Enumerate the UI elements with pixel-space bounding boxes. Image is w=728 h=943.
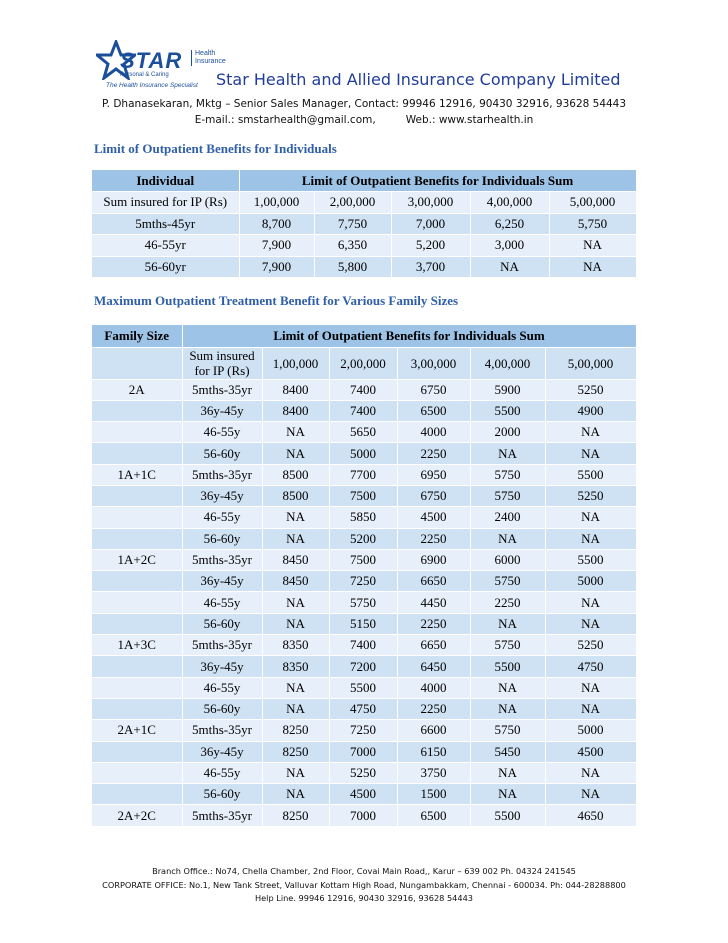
section-title-family: Maximum Outpatient Treatment Benefit for Various Family Sizes — [94, 293, 459, 308]
table-cell: NA — [262, 422, 329, 443]
table-cell: NA — [262, 613, 329, 634]
table-row — [92, 784, 636, 805]
table-row — [92, 698, 636, 719]
table-cell — [92, 762, 182, 783]
table-cell: 5650 — [329, 422, 397, 443]
table-cell — [92, 592, 182, 613]
table-cell: 6450 — [397, 656, 470, 677]
table-cell: 5,200 — [391, 235, 470, 257]
table-cell: 8500 — [262, 485, 329, 506]
table-row — [92, 213, 636, 235]
table-cell: 2A — [92, 379, 182, 400]
table-cell — [92, 784, 182, 805]
table-cell — [92, 528, 182, 549]
table-cell: 5mths-35yr — [182, 635, 262, 656]
table-cell — [92, 571, 182, 592]
table-cell: 5750 — [470, 464, 545, 485]
table-cell: 5900 — [470, 379, 545, 400]
table-cell: 5750 — [329, 592, 397, 613]
table-cell: 4500 — [545, 741, 636, 762]
header-limit: Limit of Outpatient Benefits for Individuals Sum — [239, 170, 636, 192]
table-cell: NA — [470, 677, 545, 698]
logo-insurance-line: Insurance — [195, 58, 226, 65]
table-cell: 5850 — [329, 507, 397, 528]
table-cell: 36y-45y — [182, 571, 262, 592]
table-cell: 5mths-35yr — [182, 464, 262, 485]
subheader-cell: 4,00,000 — [470, 347, 545, 379]
table-cell: NA — [470, 762, 545, 783]
table-header-row — [92, 170, 636, 192]
table-cell: NA — [545, 528, 636, 549]
table-cell: 8500 — [262, 464, 329, 485]
table-cell: 56-60y — [182, 784, 262, 805]
table-cell: 6650 — [397, 571, 470, 592]
table-cell: 5750 — [470, 635, 545, 656]
table-cell: 8350 — [262, 656, 329, 677]
table-cell: 7250 — [329, 720, 397, 741]
table-cell: 1A+2C — [92, 549, 182, 570]
table-cell: 2250 — [397, 613, 470, 634]
table-cell: 46-55yr — [92, 235, 239, 257]
table-cell: NA — [262, 443, 329, 464]
table-cell: 8400 — [262, 400, 329, 421]
table-cell: 5500 — [329, 677, 397, 698]
table-cell: 4650 — [545, 805, 636, 826]
logo-tagline: The Health Insurance Specialist — [106, 82, 198, 89]
table-cell: 7,750 — [314, 213, 391, 235]
table-cell: 2250 — [470, 592, 545, 613]
table-cell: 5500 — [470, 805, 545, 826]
table-row — [92, 528, 636, 549]
table-cell: 2A+1C — [92, 720, 182, 741]
table-cell: NA — [470, 528, 545, 549]
table-cell: 7200 — [329, 656, 397, 677]
table-cell: NA — [545, 613, 636, 634]
footer-helpline: Help Line. 99946 12916, 90430 32916, 93628 54443 — [254, 893, 474, 903]
family-benefits-table — [92, 325, 637, 827]
table-cell: 5mths-35yr — [182, 805, 262, 826]
table-cell: 5500 — [470, 656, 545, 677]
table-row — [92, 656, 636, 677]
table-cell: 56-60y — [182, 528, 262, 549]
table-cell: 6900 — [397, 549, 470, 570]
table-cell: NA — [262, 528, 329, 549]
table-cell: 46-55y — [182, 677, 262, 698]
table-cell: 6000 — [470, 549, 545, 570]
table-cell: 7,000 — [391, 213, 470, 235]
table-row — [92, 379, 636, 400]
table-cell — [92, 422, 182, 443]
table-cell: NA — [262, 762, 329, 783]
table-cell: 56-60y — [182, 443, 262, 464]
table-cell: 2A+2C — [92, 805, 182, 826]
table-cell — [92, 400, 182, 421]
table-cell: 1A+3C — [92, 635, 182, 656]
table-cell: 8450 — [262, 571, 329, 592]
table-cell: 6150 — [397, 741, 470, 762]
table-cell: 5,750 — [549, 213, 636, 235]
table-cell: 3,00,000 — [391, 192, 470, 214]
table-row — [92, 192, 636, 214]
table-cell — [92, 443, 182, 464]
table-cell: 7700 — [329, 464, 397, 485]
table-cell: 4750 — [545, 656, 636, 677]
table-row — [92, 235, 636, 257]
star-health-logo — [96, 40, 226, 92]
table-cell: 6500 — [397, 805, 470, 826]
table-cell: 5500 — [545, 464, 636, 485]
table-row — [92, 464, 636, 485]
subheader-cell: 5,00,000 — [545, 347, 636, 379]
table-cell: NA — [545, 784, 636, 805]
subheader-cell: 3,00,000 — [397, 347, 470, 379]
table-cell: 5250 — [545, 635, 636, 656]
email-web-line: E-mail.: smstarhealth@gmail.com, Web.: www.starhealth.in — [194, 114, 534, 126]
table-row — [92, 507, 636, 528]
table-cell: 5,800 — [314, 256, 391, 278]
table-cell: NA — [262, 698, 329, 719]
table-row — [92, 762, 636, 783]
table-cell: 8400 — [262, 379, 329, 400]
table-cell: 46-55y — [182, 592, 262, 613]
table-cell: 4500 — [397, 507, 470, 528]
footer-branch: Branch Office.: No74, Chella Chamber, 2nd Floor, Covai Main Road,, Karur – 639 002 Ph. 04324 241545 — [152, 866, 576, 876]
table-cell: 5,00,000 — [549, 192, 636, 214]
company-name: Star Health and Allied Insurance Company Limited — [216, 70, 621, 89]
table-row — [92, 400, 636, 421]
table-cell: 4900 — [545, 400, 636, 421]
table-row — [92, 805, 636, 826]
table-cell: 36y-45y — [182, 400, 262, 421]
subheader-cell: 1,00,000 — [262, 347, 329, 379]
table-cell: 1,00,000 — [239, 192, 314, 214]
table-cell: 56-60y — [182, 613, 262, 634]
table-row — [92, 613, 636, 634]
table-cell: NA — [262, 677, 329, 698]
header-family-size: Family Size — [92, 325, 182, 347]
table-cell: NA — [549, 256, 636, 278]
table-cell: 7500 — [329, 485, 397, 506]
table-cell: 5mths-35yr — [182, 549, 262, 570]
table-cell: 3,000 — [470, 235, 549, 257]
table-cell: NA — [470, 256, 549, 278]
subheader-cell: 2,00,000 — [329, 347, 397, 379]
table-cell: 36y-45y — [182, 741, 262, 762]
table-cell: 5mths-35yr — [182, 720, 262, 741]
table-cell: 3,700 — [391, 256, 470, 278]
table-cell: 46-55y — [182, 762, 262, 783]
table-cell: 8,700 — [239, 213, 314, 235]
table-row — [92, 592, 636, 613]
table-cell: 5200 — [329, 528, 397, 549]
table-cell: 8250 — [262, 720, 329, 741]
table-cell: 6750 — [397, 485, 470, 506]
table-row — [92, 549, 636, 570]
table-cell: 5000 — [545, 720, 636, 741]
table-cell: 2400 — [470, 507, 545, 528]
table-cell: 2250 — [397, 698, 470, 719]
table-cell: 3750 — [397, 762, 470, 783]
table-cell: 7250 — [329, 571, 397, 592]
table-cell: 8250 — [262, 805, 329, 826]
subheader-cell — [92, 347, 182, 379]
table-cell: 4,00,000 — [470, 192, 549, 214]
table-cell: NA — [470, 784, 545, 805]
table-row — [92, 256, 636, 278]
table-cell: 4000 — [397, 677, 470, 698]
table-cell — [92, 656, 182, 677]
table-cell: 4500 — [329, 784, 397, 805]
table-cell: NA — [262, 507, 329, 528]
table-cell: 6650 — [397, 635, 470, 656]
table-cell: 4000 — [397, 422, 470, 443]
table-cell: 5250 — [329, 762, 397, 783]
table-cell: NA — [470, 698, 545, 719]
table-row — [92, 677, 636, 698]
table-cell: 6,250 — [470, 213, 549, 235]
table-cell: 2,00,000 — [314, 192, 391, 214]
table-cell: 5500 — [545, 549, 636, 570]
table-cell: 7,900 — [239, 235, 314, 257]
table-cell: NA — [545, 443, 636, 464]
table-cell: NA — [262, 784, 329, 805]
table-row — [92, 635, 636, 656]
table-cell: 2250 — [397, 443, 470, 464]
table-cell: 6600 — [397, 720, 470, 741]
table-cell: 36y-45y — [182, 656, 262, 677]
table-cell — [92, 613, 182, 634]
table-cell: 8250 — [262, 741, 329, 762]
header-individual: Individual — [92, 170, 239, 192]
subheader-cell: Sum insured for IP (Rs) — [182, 347, 262, 379]
table-cell: 7400 — [329, 635, 397, 656]
table-cell: 1A+1C — [92, 464, 182, 485]
table-cell: 7000 — [329, 805, 397, 826]
table-cell: 5450 — [470, 741, 545, 762]
table-cell: NA — [470, 443, 545, 464]
table-cell: 5150 — [329, 613, 397, 634]
table-row — [92, 443, 636, 464]
table-cell: NA — [545, 762, 636, 783]
table-cell: 6,350 — [314, 235, 391, 257]
footer-corporate: CORPORATE OFFICE: No.1, New Tank Street, Valluvar Kottam High Road, Nungambakkam, Chennai - 600034. Ph: 044-28288800 — [102, 880, 626, 890]
table-cell: 4450 — [397, 592, 470, 613]
table-cell: 36y-45y — [182, 485, 262, 506]
table-row — [92, 422, 636, 443]
table-cell: 1500 — [397, 784, 470, 805]
table-cell: 8450 — [262, 549, 329, 570]
table-header-row — [92, 325, 636, 347]
header-limit: Limit of Outpatient Benefits for Individuals Sum — [182, 325, 636, 347]
table-cell: 46-55y — [182, 422, 262, 443]
table-cell — [92, 485, 182, 506]
table-cell: NA — [545, 422, 636, 443]
table-cell: 5250 — [545, 379, 636, 400]
logo-brand: STAR — [120, 48, 183, 73]
table-cell: NA — [262, 592, 329, 613]
table-cell: 7400 — [329, 379, 397, 400]
table-cell — [92, 507, 182, 528]
table-cell: 56-60y — [182, 698, 262, 719]
table-cell: 2250 — [397, 528, 470, 549]
logo-health-insurance — [191, 50, 226, 66]
table-cell: Sum insured for IP (Rs) — [92, 192, 239, 214]
logo-subtitle: Personal & Caring — [120, 72, 169, 78]
table-cell: 5250 — [545, 485, 636, 506]
table-cell: 7500 — [329, 549, 397, 570]
table-row — [92, 571, 636, 592]
table-cell: 2000 — [470, 422, 545, 443]
table-cell: 4750 — [329, 698, 397, 719]
table-row — [92, 720, 636, 741]
table-row — [92, 485, 636, 506]
table-cell: NA — [545, 592, 636, 613]
table-cell: 46-55y — [182, 507, 262, 528]
table-cell — [92, 698, 182, 719]
contact-line: P. Dhanasekaran, Mktg – Senior Sales Manager, Contact: 99946 12916, 90430 32916, 93628 54443 — [101, 98, 627, 110]
table-cell: 5mths-45yr — [92, 213, 239, 235]
table-cell: NA — [545, 677, 636, 698]
table-cell: 6500 — [397, 400, 470, 421]
table-cell: 6750 — [397, 379, 470, 400]
table-cell: 7000 — [329, 741, 397, 762]
table-cell: NA — [545, 698, 636, 719]
table-cell: 6950 — [397, 464, 470, 485]
table-cell: NA — [470, 613, 545, 634]
table-row — [92, 741, 636, 762]
individual-benefits-table — [92, 170, 637, 278]
table-cell: 5750 — [470, 720, 545, 741]
table-cell: NA — [549, 235, 636, 257]
table-cell: 5000 — [545, 571, 636, 592]
table-cell — [92, 741, 182, 762]
table-cell: 7,900 — [239, 256, 314, 278]
table-cell: 5500 — [470, 400, 545, 421]
table-cell — [92, 677, 182, 698]
table-cell: 5750 — [470, 571, 545, 592]
table-cell: 8350 — [262, 635, 329, 656]
section-title-individuals: Limit of Outpatient Benefits for Individuals — [94, 141, 337, 156]
table-cell: 5000 — [329, 443, 397, 464]
table-cell: 7400 — [329, 400, 397, 421]
table-subheader-row — [92, 347, 636, 379]
table-cell: 56-60yr — [92, 256, 239, 278]
table-cell: 5mths-35yr — [182, 379, 262, 400]
logo-health-line: Health — [195, 50, 216, 57]
table-cell: 5750 — [470, 485, 545, 506]
letterhead — [0, 0, 728, 135]
table-cell: NA — [545, 507, 636, 528]
